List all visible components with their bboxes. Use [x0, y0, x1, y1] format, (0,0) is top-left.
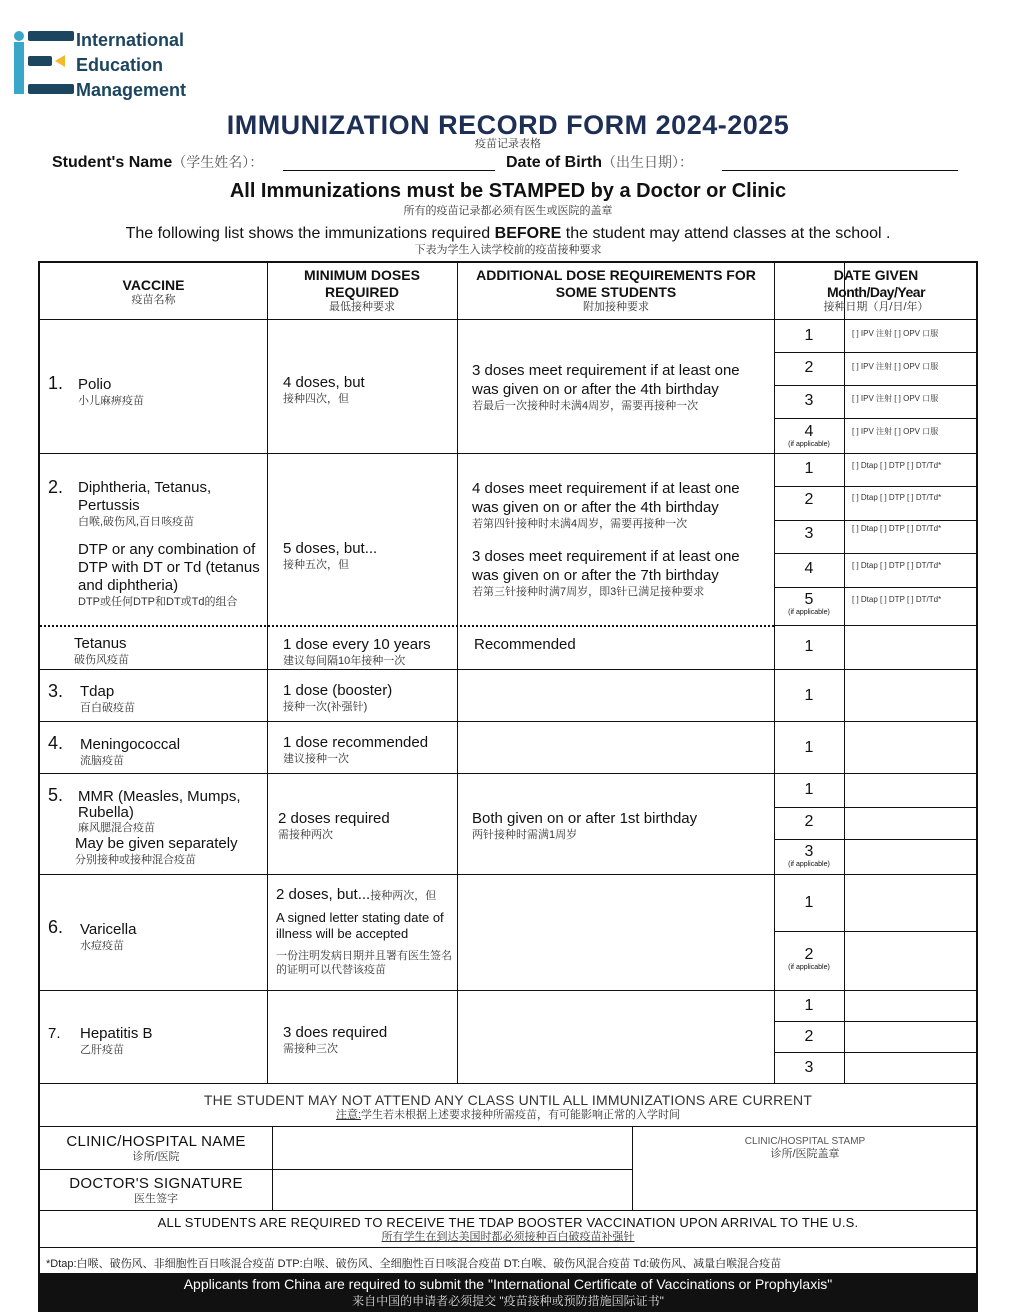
student-name-field[interactable] [283, 170, 495, 171]
date-meningococcal[interactable]: 1 [804, 739, 814, 756]
doses-meningococcal: 1 dose recommended 建议接种一次 [283, 734, 429, 765]
stamp-requirement-zh: 所有的疫苗记录都必须有医生或医院的盖章 [403, 205, 613, 217]
row-number-varicella: 6. [48, 917, 64, 937]
doctor-signature-label: DOCTOR'S SIGNATURE 医生签字 [69, 1175, 243, 1205]
clinic-name-label: CLINIC/HOSPITAL NAME 诊所/医院 [66, 1133, 246, 1163]
column-header-date: DATE GIVEN Month/Day/Year 接种日期（月/日/年） [823, 267, 929, 313]
doses-polio: 4 doses, but 接种四次，但 [283, 374, 365, 405]
date-polio[interactable]: 1 2 3 4 (if applicable) [ ] IPV 注射 [ ] OPV 口服 [ ] IPV 注射 [ ] OPV 口服 [ ] IPV 注射 [ ] OPV 口服 [ ] IPV 注射 [ ] OPV 口服 [788, 327, 939, 448]
date-hepatitis-b[interactable]: 1 2 3 [804, 997, 814, 1076]
vaccine-varicella: Varicella 水痘疫苗 [80, 921, 137, 952]
doses-tetanus: 1 dose every 10 years 建议每间隔10年接种一次 [283, 636, 431, 667]
clinic-name-field[interactable] [274, 1128, 630, 1167]
doses-tdap: 1 dose (booster) 接种一次(补强针) [283, 682, 393, 713]
student-name-label: Student's Name（学生姓名）： [52, 154, 264, 171]
attendance-notice: THE STUDENT MAY NOT ATTEND ANY CLASS UNTIL ALL IMMUNIZATIONS ARE CURRENT 注意:学生若未根据上述要求接种所需疫苗，有可能影响正常的入学时间 [203, 1092, 813, 1121]
additional-tetanus: Recommended [474, 636, 576, 653]
row-number-dtp: 2. [48, 477, 64, 497]
footer-bar: Applicants from China are required to submit the "International Certificate of Vaccinations or Prophylaxis" 来自中国的申请者必须提交 "疫苗接种或预防措施国际证书" [40, 1273, 976, 1310]
list-instructions: The following list shows the immunizations required BEFORE the student may attend classes at the school . [125, 225, 891, 242]
vaccine-dtp: Diphtheria, Tetanus, Pertussis 白喉,破伤风,百日咳疫苗 DTP or any combination of DTP with DT or Td (tetanus and diphtheria) DTP或任何DTP和DT或Td的组合 [78, 479, 260, 608]
column-header-vaccine: VACCINE 疫苗名称 [122, 277, 185, 306]
logo [14, 28, 214, 98]
date-varicella[interactable]: 1 2 (if applicable) [788, 894, 830, 971]
row-number-hepatitis-b: 7. [48, 1025, 61, 1042]
doses-dtp: 5 doses, but... 接种五次，但 [283, 540, 378, 571]
date-tetanus[interactable]: 1 [804, 638, 814, 655]
tdap-booster-notice: ALL STUDENTS ARE REQUIRED TO RECEIVE THE TDAP BOOSTER VACCINATION UPON ARRIVAL TO THE U.S. 所有学生在到达美国时都必须接种百白破疫苗补强针 [157, 1215, 859, 1243]
doses-hepatitis-b: 3 does required 需接种三次 [283, 1024, 388, 1055]
vaccine-hepatitis-b: Hepatitis B 乙肝疫苗 [80, 1025, 153, 1056]
row-number-meningococcal: 4. [48, 733, 64, 753]
stamp-requirement: All Immunizations must be STAMPED by a Doctor or Clinic [229, 180, 787, 202]
page-title-zh: 疫苗记录表格 [475, 138, 541, 150]
vaccine-mmr: MMR (Measles, Mumps, Rubella) 麻风腮混合疫苗 May be given separately 分别接种或接种混合疫苗 [75, 788, 241, 866]
column-header-doses: MINIMUM DOSES REQUIRED 最低接种要求 [304, 267, 420, 313]
doctor-signature-field[interactable] [274, 1171, 630, 1208]
logo-mark-icon [14, 28, 74, 96]
vaccine-polio: Polio 小儿麻痹疫苗 [78, 376, 144, 407]
abbreviation-legend: *Dtap:白喉、破伤风、非细胞性百日咳混合疫苗 DTP:白喉、破伤风、全细胞性百日咳混合疫苗 DT:白喉、破伤风混合疫苗 Td:破伤风、减量白喉混合疫苗 [46, 1258, 782, 1270]
additional-mmr: Both given on or after 1st birthday 两针接种时需满1周岁 [472, 810, 698, 841]
row-number-mmr: 5. [48, 785, 64, 805]
column-header-additional: ADDITIONAL DOSE REQUIREMENTS FOR SOME STUDENTS 附加接种要求 [476, 267, 756, 313]
vaccine-tdap: Tdap 百白破疫苗 [80, 683, 135, 714]
date-mmr[interactable]: 1 2 3 (if applicable) [788, 781, 830, 868]
date-tdap[interactable]: 1 [804, 687, 814, 704]
list-instructions-zh: 下表为学生入读学校前的疫苗接种要求 [414, 244, 602, 256]
row-number-tdap: 3. [48, 681, 64, 701]
immunization-table [38, 261, 978, 1312]
doses-mmr: 2 doses required 需接种两次 [278, 810, 390, 841]
additional-dtp: 4 doses meet requirement if at least one was given on or after the 4th birthday 若第四针接种时未满4周岁，需要再接种一次 3 doses meet requirement if at least one was given on or after the 7th birthday 若第三针接种时满7周岁，即3针已满足接种要求 [472, 480, 740, 598]
date-of-birth-label: Date of Birth（出生日期）： [506, 154, 693, 171]
logo-text: International Education Management [76, 30, 187, 100]
row-number-polio: 1. [48, 373, 64, 393]
additional-polio: 3 doses meet requirement if at least one was given on or after the 4th birthday 若最后一次接种时未满4周岁，需要再接种一次 [472, 362, 740, 412]
date-dtp[interactable]: 1 2 3 4 5 (if applicable) [ ] Dtap [ ] DTP [ ] DT/Td* [ ] Dtap [ ] DTP [ ] DT/Td* [ ] Dtap [ ] DTP [ ] DT/Td* [ ] Dtap [ ] DTP [ ] DT/Td* [ ] Dtap [ ] DTP [ ] DT/Td* [788, 460, 942, 616]
date-of-birth-field[interactable] [722, 170, 958, 171]
doses-varicella: 2 doses, but...接种两次，但 A signed letter stating date of illness will be accepted 一份注明发病日期并且署有医生签名的证明可以代替该疫苗 [276, 886, 452, 976]
clinic-stamp-area[interactable]: CLINIC/HOSPITAL STAMP 诊所/医院盖章 [744, 1136, 866, 1160]
vaccine-meningococcal: Meningococcal 流脑疫苗 [80, 736, 181, 767]
page-title: IMMUNIZATION RECORD FORM 2024-2025 [226, 110, 790, 140]
vaccine-tetanus: Tetanus 破伤风疫苗 [74, 635, 129, 666]
